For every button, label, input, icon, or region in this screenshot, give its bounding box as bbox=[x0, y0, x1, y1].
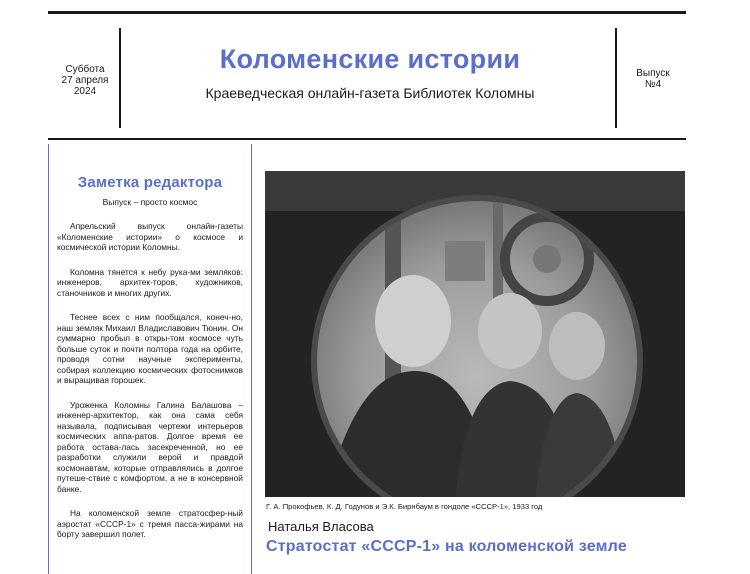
editor-note-paragraph: Теснее всех с ним пообщался, конеч-но, наш земляк Михаил Владиславович Тюнин. Он суммарно пробыл в откры-том космосе чуть больше суток и почти полтора года на орбите, проводя сотни научные эксперименты, собирая коллекцию космических фотоснимков и выращивая горошек. bbox=[57, 312, 243, 385]
issue-number: №4 bbox=[644, 79, 662, 90]
article-photo bbox=[265, 171, 685, 497]
editor-note-paragraph: На коломенской земле стратосфер-ный аэростат «СССР-1» с тремя пасса-жирами на борту завершил полет. bbox=[57, 508, 243, 539]
editor-note-body bbox=[49, 221, 251, 540]
editor-note-heading: Заметка редактора bbox=[77, 174, 223, 191]
newspaper-title: Коломенские истории bbox=[219, 44, 521, 74]
masthead-bottom-rule bbox=[48, 138, 686, 140]
date-weekday: Суббота bbox=[65, 64, 105, 75]
editor-note-paragraph: Уроженка Коломны Галина Балашова – инженер-архитектор, как она сама себя называла, подписывая чертежи интерьеров космических аппа-ратов. Долгое время ее работа остава-лась засекреченной, но ее разработки служили верой и правдой космонавтам, которые отправлялись в долгое путеше-ствие с комфортом, а не в консервной банке. bbox=[57, 399, 243, 494]
date-day-month: 27 апреля bbox=[61, 75, 109, 86]
issue-date bbox=[52, 64, 118, 97]
date-year: 2024 bbox=[73, 86, 97, 97]
article-headline: Стратостат «СССР-1» на коломенской земле bbox=[266, 538, 627, 555]
editor-note-column bbox=[48, 144, 252, 574]
masthead-divider-right bbox=[615, 28, 617, 128]
editor-note-paragraph: Коломна тянется к небу рука-ми земляков: инженеров, архитек-торов, художников, станочников и многих других. bbox=[57, 266, 243, 298]
masthead-divider-left bbox=[119, 28, 121, 128]
article-author: Наталья Власова bbox=[268, 519, 374, 534]
issue-number-block bbox=[622, 68, 684, 90]
photo-caption: Г. А. Прокофьев, К. Д. Годунов и Э.К. Бирнбаум в гондоле «СССР-1», 1933 год bbox=[266, 502, 543, 511]
newspaper-subtitle: Краеведческая онлайн-газета Библиотек Коломны bbox=[205, 85, 535, 101]
issue-label: Выпуск bbox=[636, 68, 670, 79]
editor-note-subheading: Выпуск – просто космос bbox=[102, 197, 198, 207]
gondola-photo-illustration bbox=[265, 171, 685, 497]
editor-note-paragraph: Апрельский выпуск онлайн-газеты «Коломенские истории» о космосе и космической истории Коломны. bbox=[57, 221, 243, 252]
masthead-top-rule bbox=[48, 11, 686, 14]
